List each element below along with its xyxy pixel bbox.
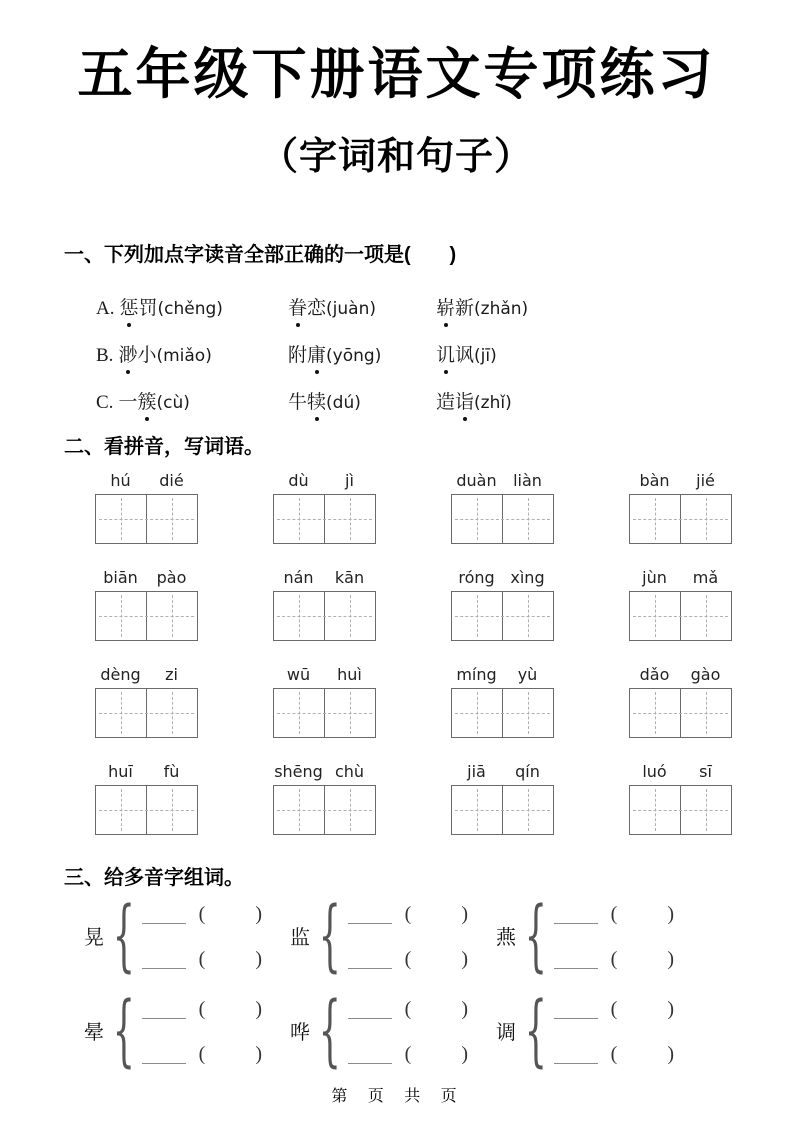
brace-icon: {: [524, 890, 547, 981]
close-paren: ): [461, 1043, 468, 1065]
writing-cell[interactable]: [502, 592, 553, 640]
writing-cell[interactable]: [452, 786, 502, 834]
pinyin-word-group: [451, 471, 554, 544]
writing-cell[interactable]: [452, 592, 502, 640]
pinyin-word-group: [629, 762, 732, 835]
pinyin-word-group: [95, 568, 198, 641]
dotted-character: 崭: [436, 298, 456, 319]
pinyin-reading: (juàn): [326, 299, 376, 319]
pinyin-syllable: dié: [159, 471, 184, 490]
pinyin-word-group: [273, 471, 376, 544]
writing-cell[interactable]: [452, 689, 502, 737]
answer-blank-line[interactable]: [142, 1004, 186, 1019]
option-label: B.: [96, 345, 114, 366]
page-footer: 第 页 共 页: [331, 1088, 462, 1105]
pinyin-syllable: dèng: [100, 665, 141, 684]
writing-cell[interactable]: [630, 689, 680, 737]
polyphone-answer-row: [142, 997, 262, 1019]
dotted-character: 讥: [436, 345, 456, 366]
open-paren: (: [610, 998, 618, 1020]
word-prefix: 造: [436, 392, 456, 413]
dotted-character: 犊: [307, 392, 327, 413]
section-3-heading: 三、给多音字组词。: [64, 867, 244, 889]
answer-blank-line[interactable]: [348, 954, 392, 969]
pinyin-label: [451, 568, 554, 589]
pinyin-syllable: huì: [337, 665, 362, 684]
open-paren: (: [198, 1043, 206, 1065]
option-item: [283, 340, 431, 367]
pinyin-syllable: dǎo: [639, 665, 670, 684]
dotted-character: 诣: [455, 392, 475, 413]
close-paren: ): [667, 1043, 674, 1065]
polyphone-character: 燕: [496, 927, 516, 949]
word-prefix: 附: [288, 345, 308, 366]
writing-cell[interactable]: [630, 495, 680, 543]
close-paren: ): [667, 903, 674, 925]
pinyin-syllable: huī: [108, 762, 133, 781]
writing-cell[interactable]: [452, 495, 502, 543]
option-item: [431, 387, 793, 414]
section-3: [0, 861, 793, 1076]
section-1-heading-text: 一、下列加点字读音全部正确的一项是: [64, 244, 404, 266]
pinyin-syllable: pào: [156, 568, 187, 587]
close-paren: ): [255, 903, 262, 925]
writing-cell[interactable]: [502, 495, 553, 543]
answer-blank-line[interactable]: [348, 1004, 392, 1019]
option-item: [96, 293, 283, 320]
page-subtitle: （字词和句子）: [259, 136, 533, 178]
writing-cell[interactable]: [502, 786, 553, 834]
pinyin-word-group: [273, 568, 376, 641]
open-paren: (: [610, 1043, 618, 1065]
pinyin-syllable: jiā: [467, 762, 486, 781]
pinyin-label: [629, 471, 732, 492]
writing-cell[interactable]: [146, 592, 197, 640]
option-item: [96, 387, 283, 414]
pinyin-syllable: liàn: [513, 471, 542, 490]
open-paren: (: [610, 948, 618, 970]
writing-cell[interactable]: [274, 786, 324, 834]
word-suffix: 恋: [307, 298, 327, 319]
dotted-character: 渺: [118, 345, 138, 366]
pinyin-reading: (zhǎn): [474, 299, 529, 319]
writing-cell[interactable]: [96, 786, 146, 834]
writing-box: [451, 494, 554, 544]
answer-blank-line[interactable]: [554, 1049, 598, 1064]
polyphone-row: [0, 985, 793, 1076]
writing-cell[interactable]: [96, 495, 146, 543]
option-label: A.: [96, 298, 115, 319]
pinyin-row: [0, 762, 793, 835]
open-paren: (: [404, 1043, 412, 1065]
writing-box: [451, 785, 554, 835]
answer-blank-line[interactable]: [348, 1049, 392, 1064]
pinyin-word-group: [95, 762, 198, 835]
writing-cell[interactable]: [680, 592, 731, 640]
polyphone-answer-row: [348, 902, 468, 924]
pinyin-word-group: [451, 762, 554, 835]
page-title: 五年级下册语文专项练习: [77, 43, 716, 105]
polyphone-character: 哗: [290, 1022, 310, 1044]
polyphone-item: [290, 985, 496, 1076]
dotted-character: 簇: [137, 392, 157, 413]
option-item: [283, 293, 431, 320]
pinyin-label: [95, 568, 198, 589]
polyphone-character: 调: [496, 1022, 516, 1044]
polyphone-answer-row: [348, 997, 468, 1019]
polyphone-item: [84, 985, 290, 1076]
close-paren: ): [667, 998, 674, 1020]
pinyin-syllable: fù: [163, 762, 180, 781]
polyphone-answer-row: [348, 1042, 468, 1064]
pinyin-reading: (dú): [326, 393, 361, 413]
word-prefix: 一: [118, 392, 138, 413]
brace-icon: {: [524, 985, 547, 1076]
pinyin-label: [273, 762, 376, 783]
brace-icon: {: [112, 890, 135, 981]
pinyin-label: [273, 568, 376, 589]
open-paren: (: [610, 903, 618, 925]
writing-cell[interactable]: [324, 786, 375, 834]
close-paren: ): [255, 1043, 262, 1065]
writing-cell[interactable]: [680, 786, 731, 834]
pinyin-syllable: yù: [517, 665, 538, 684]
pinyin-label: [95, 471, 198, 492]
pinyin-syllable: gào: [690, 665, 721, 684]
pinyin-syllable: shēng: [274, 762, 323, 781]
pinyin-row: [0, 568, 793, 641]
pinyin-syllable: sī: [699, 762, 712, 781]
pinyin-syllable: míng: [456, 665, 497, 684]
pinyin-label: [95, 665, 198, 686]
pinyin-label: [451, 665, 554, 686]
pinyin-word-group: [629, 568, 732, 641]
pinyin-syllable: jùn: [642, 568, 667, 587]
option-row-a: [0, 293, 793, 320]
pinyin-reading: (jī): [474, 346, 497, 366]
answer-blank-line[interactable]: [348, 909, 392, 924]
writing-cell[interactable]: [274, 495, 324, 543]
pinyin-word-group: [451, 665, 554, 738]
answer-blank-line[interactable]: [554, 909, 598, 924]
pinyin-syllable: wū: [286, 665, 311, 684]
pinyin-label: [629, 665, 732, 686]
writing-cell[interactable]: [502, 689, 553, 737]
writing-box: [273, 494, 376, 544]
option-item: [431, 340, 793, 367]
polyphone-character: 监: [290, 927, 310, 949]
word-prefix: 牛: [288, 392, 308, 413]
pinyin-word-group: [451, 568, 554, 641]
option-item: [431, 293, 793, 320]
option-row-b: [0, 340, 793, 367]
word-suffix: 罚: [138, 298, 158, 319]
polyphone-answer-row: [142, 902, 262, 924]
polyphone-answer-row: [554, 997, 674, 1019]
word-suffix: 小: [137, 345, 157, 366]
pinyin-label: [273, 665, 376, 686]
close-paren: ): [461, 998, 468, 1020]
pinyin-syllable: biān: [103, 568, 138, 587]
writing-cell[interactable]: [274, 592, 324, 640]
pinyin-reading: (zhǐ): [474, 393, 512, 413]
polyphone-answer-row: [348, 947, 468, 969]
pinyin-reading: (miǎo): [156, 346, 212, 366]
word-suffix: 新: [455, 298, 475, 319]
writing-cell[interactable]: [146, 689, 197, 737]
pinyin-label: [451, 762, 554, 783]
polyphone-answer-row: [142, 1042, 262, 1064]
writing-cell[interactable]: [96, 592, 146, 640]
writing-box: [451, 688, 554, 738]
pinyin-word-group: [629, 471, 732, 544]
pinyin-word-group: [273, 665, 376, 738]
writing-cell[interactable]: [96, 689, 146, 737]
pinyin-label: [451, 471, 554, 492]
polyphone-answer-row: [554, 947, 674, 969]
pinyin-syllable: duàn: [456, 471, 497, 490]
open-paren: (: [198, 948, 206, 970]
pinyin-label: [273, 471, 376, 492]
answer-blank-line[interactable]: [142, 1049, 186, 1064]
writing-box: [273, 688, 376, 738]
pinyin-syllable: luó: [642, 762, 667, 781]
pinyin-syllable: dù: [288, 471, 309, 490]
writing-box: [95, 688, 198, 738]
close-paren: ): [461, 903, 468, 925]
writing-box: [629, 494, 732, 544]
word-suffix: 讽: [455, 345, 475, 366]
pinyin-syllable: zi: [165, 665, 178, 684]
writing-box: [273, 591, 376, 641]
dotted-character: 庸: [307, 345, 327, 366]
brace-icon: {: [318, 890, 341, 981]
answer-blank-line[interactable]: [554, 1004, 598, 1019]
polyphone-answer-row: [554, 1042, 674, 1064]
open-paren: (: [404, 903, 412, 925]
pinyin-label: [629, 762, 732, 783]
writing-cell[interactable]: [630, 786, 680, 834]
writing-cell[interactable]: [146, 786, 197, 834]
close-paren: ): [255, 948, 262, 970]
writing-box: [95, 591, 198, 641]
pinyin-syllable: bàn: [639, 471, 670, 490]
polyphone-row: [0, 890, 793, 981]
open-paren: (: [198, 903, 206, 925]
polyphone-item: [496, 890, 702, 981]
pinyin-reading: (chěng): [157, 299, 223, 319]
writing-cell[interactable]: [324, 495, 375, 543]
dotted-character: 眷: [288, 298, 308, 319]
writing-box: [629, 785, 732, 835]
option-item: [283, 387, 431, 414]
pinyin-syllable: kān: [334, 568, 365, 587]
writing-cell[interactable]: [324, 689, 375, 737]
writing-box: [451, 591, 554, 641]
pinyin-syllable: róng: [458, 568, 495, 587]
pinyin-syllable: qín: [515, 762, 540, 781]
open-paren: (: [404, 948, 412, 970]
pinyin-syllable: nán: [283, 568, 314, 587]
answer-blank-line[interactable]: [142, 954, 186, 969]
writing-box: [95, 494, 198, 544]
pinyin-word-group: [95, 471, 198, 544]
pinyin-syllable: jì: [345, 471, 354, 490]
polyphone-character: 晃: [84, 927, 104, 949]
writing-cell[interactable]: [324, 592, 375, 640]
section-1-answer-blank[interactable]: ( ): [404, 244, 457, 266]
option-label: C.: [96, 392, 114, 413]
pinyin-word-group: [95, 665, 198, 738]
brace-icon: {: [112, 985, 135, 1076]
writing-box: [629, 688, 732, 738]
close-paren: ): [461, 948, 468, 970]
section-2-heading: 二、看拼音，写词语。: [64, 436, 264, 458]
pinyin-reading: (yōng): [326, 346, 382, 366]
open-paren: (: [198, 998, 206, 1020]
open-paren: (: [404, 998, 412, 1020]
polyphone-item: [84, 890, 290, 981]
polyphone-item: [496, 985, 702, 1076]
close-paren: ): [667, 948, 674, 970]
close-paren: ): [255, 998, 262, 1020]
pinyin-word-group: [629, 665, 732, 738]
option-row-c: [0, 387, 793, 414]
writing-box: [273, 785, 376, 835]
polyphone-character: 晕: [84, 1022, 104, 1044]
section-1-heading: [0, 238, 793, 267]
writing-cell[interactable]: [630, 592, 680, 640]
writing-box: [95, 785, 198, 835]
brace-icon: {: [318, 985, 341, 1076]
pinyin-reading: (cù): [156, 393, 190, 413]
writing-box: [629, 591, 732, 641]
writing-cell[interactable]: [680, 495, 731, 543]
writing-cell[interactable]: [680, 689, 731, 737]
pinyin-row: [0, 471, 793, 544]
section-2: [0, 430, 793, 835]
writing-cell[interactable]: [274, 689, 324, 737]
pinyin-syllable: mǎ: [692, 568, 719, 587]
pinyin-syllable: jié: [696, 471, 715, 490]
polyphone-answer-row: [142, 947, 262, 969]
pinyin-syllable: hú: [110, 471, 131, 490]
answer-blank-line[interactable]: [554, 954, 598, 969]
pinyin-syllable: chù: [334, 762, 365, 781]
section-1: [0, 238, 793, 414]
option-item: [96, 340, 283, 367]
polyphone-item: [290, 890, 496, 981]
writing-cell[interactable]: [146, 495, 197, 543]
dotted-character: 惩: [119, 298, 139, 319]
pinyin-label: [629, 568, 732, 589]
pinyin-syllable: xìng: [510, 568, 545, 587]
pinyin-label: [95, 762, 198, 783]
pinyin-word-group: [273, 762, 376, 835]
answer-blank-line[interactable]: [142, 909, 186, 924]
pinyin-row: [0, 665, 793, 738]
polyphone-answer-row: [554, 902, 674, 924]
